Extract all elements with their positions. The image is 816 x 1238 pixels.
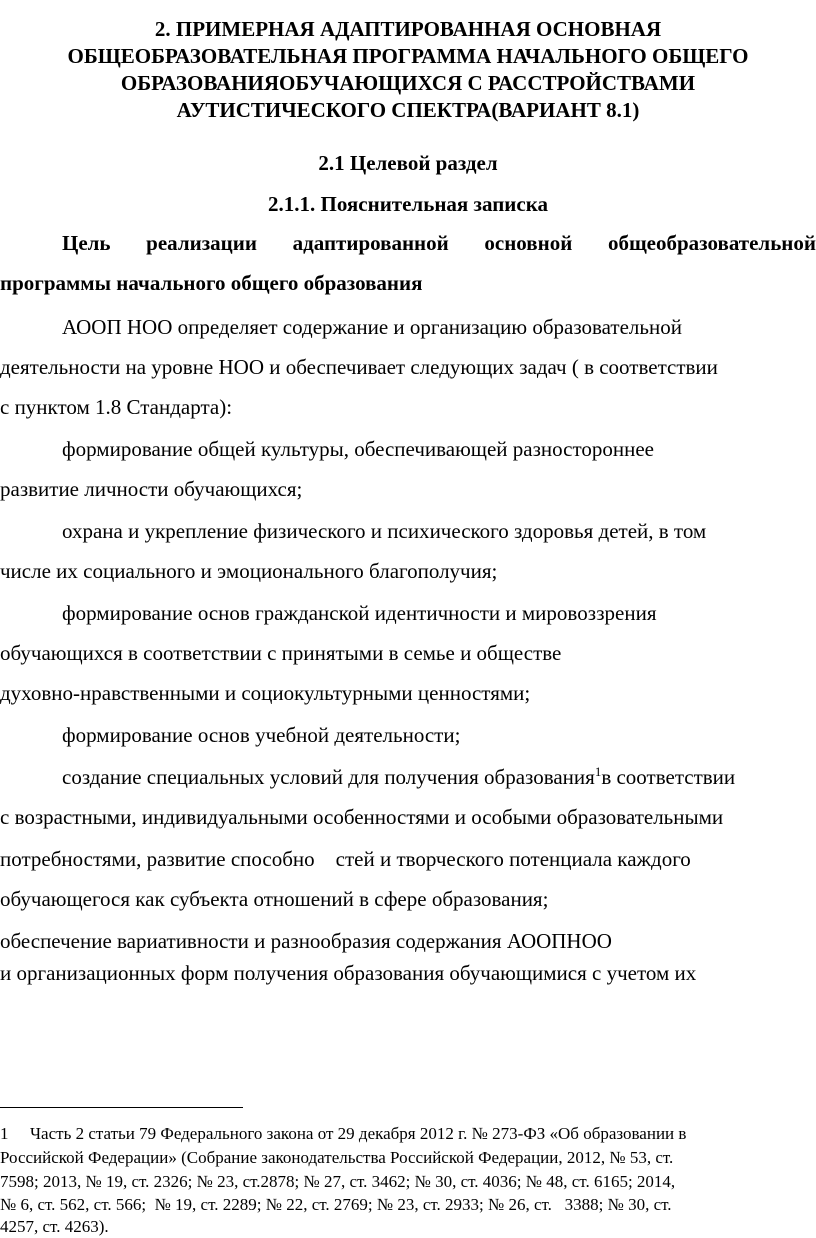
footnote-reference: 1 xyxy=(594,764,602,779)
goal-heading-line: программы начального общего образования xyxy=(0,271,423,295)
footnote-line: 7598; 2013, № 19, ст. 2326; № 23, ст.2878; № 27, ст. 3462; № 30, ст. 4036; № 48, ст. 6165; 2014, xyxy=(0,1172,676,1191)
paragraph-line: формирование общей культуры, обеспечивающей разностороннее xyxy=(62,437,654,461)
subsection-heading: 2.1.1. Пояснительная записка xyxy=(267,192,548,216)
footnote-line xyxy=(0,1123,686,1145)
section-heading: 2.1 Целевой раздел xyxy=(318,151,498,175)
footnote-separator xyxy=(0,1107,243,1108)
title-line: 2. ПРИМЕРНАЯ АДАПТИРОВАННАЯ ОСНОВНАЯ xyxy=(154,17,662,41)
paragraph-line: обучающихся в соответствии с принятыми в семье и обществе xyxy=(0,641,562,665)
line-text: создание специальных условий для получения образования xyxy=(62,765,595,789)
footnote-line: Российской Федерации» (Собрание законодательства Российской Федерации, 2012, № 53, ст. xyxy=(0,1148,674,1167)
paragraph-line: духовно-нравственными и социокультурными ценностями; xyxy=(0,681,531,705)
paragraph-line: обеспечение вариативности и разнообразия содержания АООПНОО xyxy=(0,929,612,953)
paragraph-line: потребностями, развитие способно стей и творческого потенциала каждого xyxy=(0,847,691,871)
paragraph-line: с возрастными, индивидуальными особенностями и особыми образовательными xyxy=(0,805,724,829)
title-line: АУТИСТИЧЕСКОГО СПЕКТРА(ВАРИАНТ 8.1) xyxy=(176,98,640,122)
footnote-text: Часть 2 статьи 79 Федерального закона от 29 декабря 2012 г. № 273-ФЗ «Об образовании в xyxy=(30,1124,687,1143)
goal-heading-line: Цель реализации адаптированной основной общеобразовательной xyxy=(62,231,816,255)
footnote-marker: 1 xyxy=(0,1124,9,1143)
paragraph-line: деятельности на уровне НОО и обеспечивает следующих задач ( в соответствии xyxy=(0,355,718,379)
paragraph-line xyxy=(62,764,735,790)
paragraph-line: и организационных форм получения образования обучающимися с учетом их xyxy=(0,961,697,985)
paragraph-line: числе их социального и эмоционального благополучия; xyxy=(0,559,498,583)
paragraph-line: обучающегося как субъекта отношений в сфере образования; xyxy=(0,887,549,911)
title-line: ОБЩЕОБРАЗОВАТЕЛЬНАЯ ПРОГРАММА НАЧАЛЬНОГО ОБЩЕГО xyxy=(67,44,749,68)
paragraph-line: развитие личности обучающихся; xyxy=(0,477,303,501)
footnote-line: 4257, ст. 4263). xyxy=(0,1217,109,1236)
paragraph-line: с пунктом 1.8 Стандарта): xyxy=(0,395,233,419)
title-line: ОБРАЗОВАНИЯОБУЧАЮЩИХСЯ С РАССТРОЙСТВАМИ xyxy=(120,71,696,95)
document-title xyxy=(0,16,816,124)
paragraph-line: формирование основ гражданской идентичности и мировоззрения xyxy=(62,601,657,625)
footnote-line: № 6, ст. 562, ст. 566; № 19, ст. 2289; № 22, ст. 2769; № 23, ст. 2933; № 26, ст. 3388; № 30, ст. xyxy=(0,1195,672,1214)
paragraph-line: охрана и укрепление физического и психического здоровья детей, в том xyxy=(62,519,707,543)
line-text: в соответствии xyxy=(601,765,736,789)
paragraph-line: формирование основ учебной деятельности; xyxy=(62,723,461,747)
paragraph-line: АООП НОО определяет содержание и организацию образовательной xyxy=(62,315,682,339)
